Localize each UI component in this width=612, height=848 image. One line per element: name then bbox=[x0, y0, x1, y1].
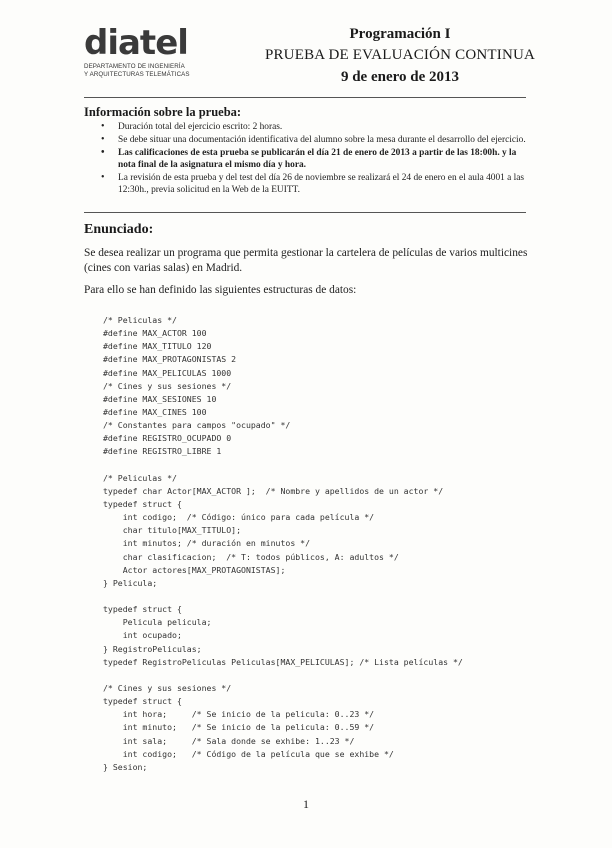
statement-paragraph-1: Se desea realizar un programa que permita gestionar la cartelera de películas de varios multicines (cines con varias salas) en Madrid. bbox=[84, 247, 528, 274]
code-line: int codigo; /* Código: único para cada película */ bbox=[103, 512, 375, 523]
page-number: 1 bbox=[303, 797, 309, 811]
code-line: #define MAX_ACTOR 100 bbox=[103, 328, 207, 339]
header-divider bbox=[84, 97, 526, 98]
code-line: } RegistroPeliculas; bbox=[103, 643, 202, 654]
exam-date: 9 de enero de 2013 bbox=[340, 69, 460, 85]
code-line: int minutos; /* duración en minutos */ bbox=[103, 538, 311, 549]
code-line bbox=[103, 459, 543, 472]
code-line: /* Peliculas */ bbox=[103, 472, 177, 483]
code-line: #define MAX_SESIONES 10 bbox=[103, 393, 217, 404]
code-line: /* Cines y sus sesiones */ bbox=[103, 380, 232, 391]
code-line: int hora; /* Se inicio de la pelicula: 0..23 */ bbox=[103, 709, 375, 720]
code-line: /* Cines y sus sesiones */ bbox=[103, 682, 232, 693]
code-line: Actor actores[MAX_PROTAGONISTAS]; bbox=[103, 564, 286, 575]
test-title: PRUEBA DE EVALUACIÓN CONTINUA bbox=[264, 47, 536, 63]
logo-subtitle bbox=[84, 63, 234, 79]
info-item-identification: • Se debe situar una documentación identificativa del alumno sobre la mesa durante el desarrollo del ejercicio. bbox=[118, 134, 534, 146]
code-line: int ocupado; bbox=[103, 630, 182, 641]
code-line bbox=[103, 590, 543, 603]
logo-wordmark: diatel bbox=[84, 23, 188, 63]
code-line bbox=[103, 669, 543, 682]
code-line: } Pelicula; bbox=[103, 577, 158, 588]
code-line: #define MAX_TITULO 120 bbox=[103, 341, 212, 352]
code-block bbox=[103, 314, 543, 774]
info-list bbox=[84, 121, 534, 196]
code-line: typedef struct { bbox=[103, 604, 182, 615]
statement-title: Enunciado: bbox=[84, 222, 154, 237]
exam-header bbox=[255, 24, 545, 88]
subject-title: Programación I bbox=[349, 26, 451, 42]
code-line: int minuto; /* Se inicio de la pelicula: 0..59 */ bbox=[103, 722, 375, 733]
code-line: /* Constantes para campos "ocupado" */ bbox=[103, 420, 291, 431]
info-title: Información sobre la prueba: bbox=[84, 105, 242, 119]
code-line: #define MAX_PROTAGONISTAS 2 bbox=[103, 354, 237, 365]
code-line: #define MAX_CINES 100 bbox=[103, 406, 207, 417]
statement-paragraph-2: Para ello se han definido las siguientes estructuras de datos: bbox=[84, 284, 357, 296]
info-section bbox=[84, 104, 534, 197]
info-item-review: • La revisión de esta prueba y del test del día 26 de noviembre se realizará el 24 de enero en el aula 4001 a las 12:30h., previa solicitud en la Web de la EUITT. bbox=[118, 172, 534, 196]
code-line: int sala; /* Sala donde se exhibe: 1..23 */ bbox=[103, 735, 355, 746]
code-line: } Sesion; bbox=[103, 761, 148, 772]
code-line: char clasificacion; /* T: todos públicos, A: adultos */ bbox=[103, 551, 399, 562]
info-item-grades: • Las calificaciones de esta prueba se publicarán el día 21 de enero de 2013 a partir de las 18:00h. y la nota final de la asignatura el mismo día y hora. bbox=[118, 147, 534, 171]
info-item-duration: • Duración total del ejercicio escrito: 2 horas. bbox=[118, 121, 534, 133]
code-line: Pelicula pelicula; bbox=[103, 617, 212, 628]
code-line: typedef RegistroPeliculas Peliculas[MAX_PELICULAS]; /* Lista películas */ bbox=[103, 656, 463, 667]
info-divider bbox=[84, 212, 526, 213]
code-line: /* Peliculas */ bbox=[103, 315, 177, 325]
code-line: #define MAX_PELICULAS 1000 bbox=[103, 367, 232, 378]
code-line: typedef struct { bbox=[103, 498, 182, 509]
code-line: #define REGISTRO_OCUPADO 0 bbox=[103, 433, 232, 444]
code-line: typedef char Actor[MAX_ACTOR ]; /* Nombre y apellidos de un actor */ bbox=[103, 485, 444, 496]
code-line: int codigo; /* Código de la película que se exhibe */ bbox=[103, 748, 394, 759]
code-line: #define REGISTRO_LIBRE 1 bbox=[103, 446, 222, 457]
diatel-logo bbox=[84, 23, 234, 79]
logo-subtitle-line-1: DEPARTAMENTO DE INGENIERÍA bbox=[84, 63, 185, 70]
logo-subtitle-line-2: Y ARQUITECTURAS TELEMÁTICAS bbox=[84, 71, 190, 78]
code-line: typedef struct { bbox=[103, 696, 182, 707]
code-line: char titulo[MAX_TITULO]; bbox=[103, 525, 242, 536]
